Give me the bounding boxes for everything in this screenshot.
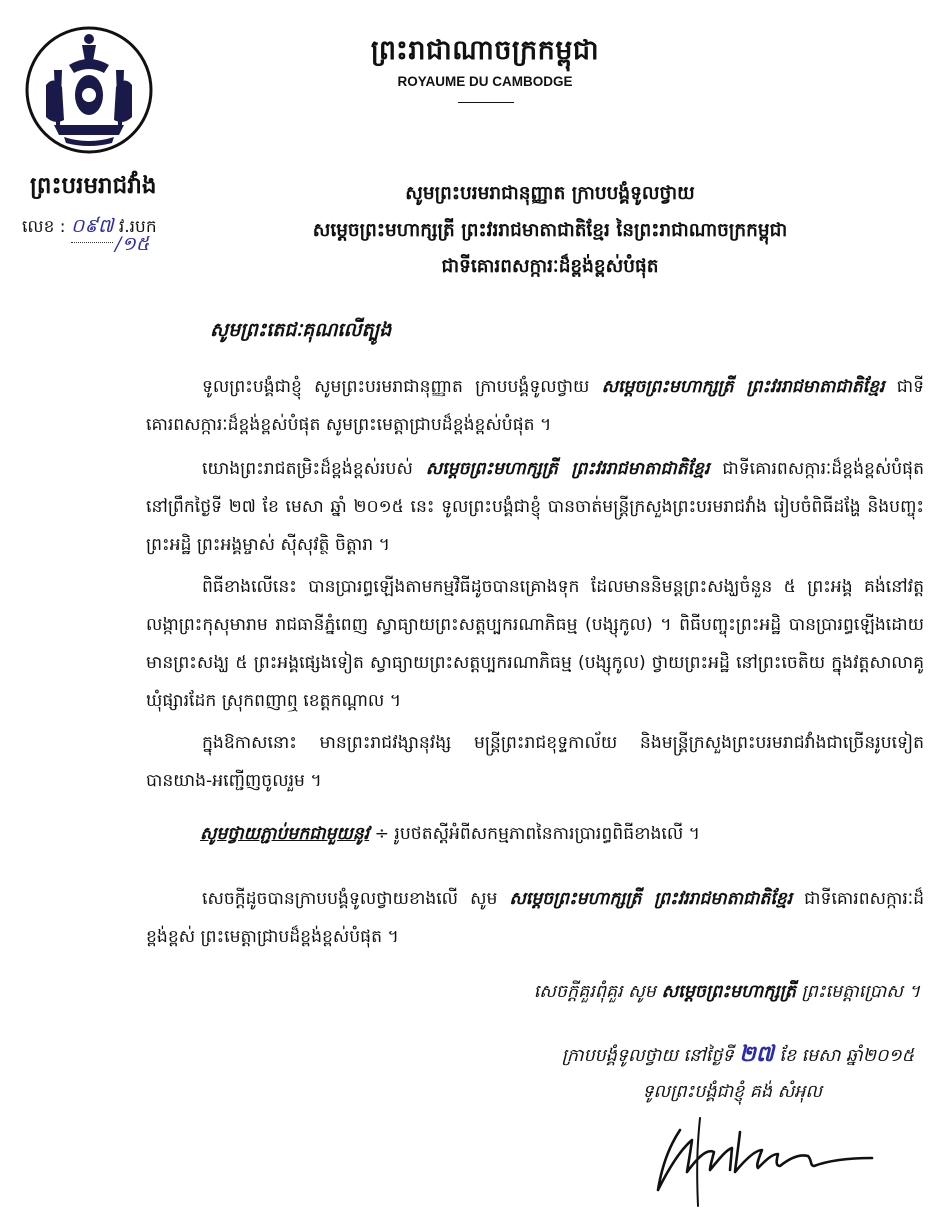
title-divider xyxy=(458,102,514,103)
attachment-note xyxy=(200,823,700,848)
paragraph-3: ពិធីខាងលើនេះ បានប្រារព្ធឡើងតាមកម្មវិធីដូចបានគ្រោងទុក ដែលមាននិមន្តព្រះសង្ឃចំនួន ៥ ព្រះអង្គ គង់នៅវត្តលង្កាព្រះកុសុមារាម រាជធានីភ្នំពេញ ស្វាធ្យាយព្រះសត្តប្បករណាភិធម្ម (បង្សុកូល) ។ ពិធីបញ្ចុះព្រះអដ្ឋិ បានប្រារព្ធឡើងដោយមានព្រះសង្ឃ ៥ ព្រះអង្គផ្សេងទៀត ស្វាធ្យាយព្រះសត្តប្បករណាភិធម្ម (បង្សុកូល) ថ្វាយព្រះអដ្ឋិ នៅព្រះចេតិយ ក្នុងវត្តសាលាគូ ឃុំផ្សារដែក ស្រុកពញាឮ ខេត្តកណ្តាល ។ xyxy=(146,577,924,711)
signature-icon xyxy=(640,1110,880,1210)
heading-line-1: សូមព្រះបរមរាជានុញ្ញាត ក្រាបបង្គំទូលថ្វាយ xyxy=(405,183,695,204)
paragraph-4: ក្នុងឱកាសនោះ មានព្រះរាជវង្សានុវង្ស មន្ត្រីព្រះរាជខុទ្ទកាល័យ និងមន្ត្រីក្រសួងព្រះបរមរាជវាំងជាច្រើនរូបទៀត បានយាង-អញ្ជើញចូលរួម ។ xyxy=(146,733,924,791)
ref-code: វ.របក xyxy=(118,217,157,237)
date-day: ២៧ xyxy=(739,1041,774,1067)
closing-line: សេចក្តីគួរពុំគួរ សូម សម្តេចព្រះមហាក្សត្រី ព្រះមេត្តាប្រោស ។ xyxy=(533,982,920,1002)
kingdom-name-khmer: ព្រះរាជាណាចក្រកម្ពុជា xyxy=(370,35,600,66)
attachment-text: ÷ រូបថតស្តីអំពីសកម្មភាពនៃការប្រារព្ធពិធីខាងលើ ។ xyxy=(369,824,701,844)
ref-suffix: /១៥ xyxy=(115,233,150,255)
paragraph-5: សេចក្តីដូចបានក្រាបបង្គំទូលថ្វាយខាងលើ សូម សម្តេចព្រះមហាក្សត្រី ព្រះវររាជមាតាជាតិខ្មែរ ជាទីគោរពសក្ការៈដ៏ខ្ពង់ខ្ពស់ ព្រះមេត្តាជ្រាបដ៏ខ្ពង់ខ្ពស់បំផុត ។ xyxy=(146,889,924,947)
ref-number: ០៩៧ xyxy=(70,215,114,237)
office-name: ព្រះបរមរាជវាំង xyxy=(30,173,157,199)
paragraph-1: ទូលព្រះបង្គំជាខ្ញុំ សូមព្រះបរមរាជានុញ្ញាត ក្រាបបង្គំទូលថ្វាយ សម្តេចព្រះមហាក្សត្រី ព្រះវររាជមាតាជាតិខ្មែរ ជាទីគោរពសក្ការៈដ៏ខ្ពង់ខ្ពស់បំផុត សូមព្រះមេត្តាជ្រាបដ៏ខ្ពង់ខ្ពស់បំផុត ។ xyxy=(146,377,924,435)
date-line: ក្រាបបង្គំទូលថ្វាយ នៅថ្ងៃទី ២៧ ខែ មេសា ឆ្នាំ២០១៥ xyxy=(561,1041,914,1067)
salutation: សូមព្រះតេជៈគុណ​លើត្បូង xyxy=(210,319,392,341)
heading-line-3: ជាទីគោរពសក្ការៈដ៏ខ្ពង់ខ្ពស់បំផុត xyxy=(441,256,659,277)
heading-line-2: សម្តេចព្រះមហាក្សត្រី ព្រះវររាជមាតាជាតិខ្មែរ នៃព្រះរាជាណាចក្រកម្ពុជា xyxy=(312,220,788,241)
ref-label: លេខ : xyxy=(22,217,66,237)
kingdom-name-french: ROYAUME DU CAMBODGE xyxy=(397,74,573,89)
royal-arms-seal-icon xyxy=(24,25,154,155)
signer-name: ទូលព្រះបង្គំជាខ្ញុំ គង់ សំអុល xyxy=(642,1082,822,1102)
attachment-label: សូមថ្វាយភ្ជាប់មកជាមួយនូវ xyxy=(200,824,370,844)
paragraph-2: យោងព្រះរាជតម្រិះដ៏ខ្ពង់ខ្ពស់របស់ សម្តេចព្រះមហាក្សត្រី ព្រះវររាជមាតាជាតិខ្មែរ ជាទីគោរពសក្ការៈដ៏ខ្ពង់ខ្ពស់បំផុត នៅព្រឹកថ្ងៃទី ២៧ ខែ មេសា ឆ្នាំ ២០១៥ នេះ ទូលព្រះបង្គំជាខ្ញុំ បានចាត់មន្ត្រីក្រសួងព្រះបរមរាជវាំង រៀបចំពិធីដង្ហែ និងបញ្ចុះព្រះអដ្ឋិ ព្រះអង្គម្ចាស់ ស៊ីសុវត្ថិ ចិត្តារា ។ xyxy=(146,459,925,555)
